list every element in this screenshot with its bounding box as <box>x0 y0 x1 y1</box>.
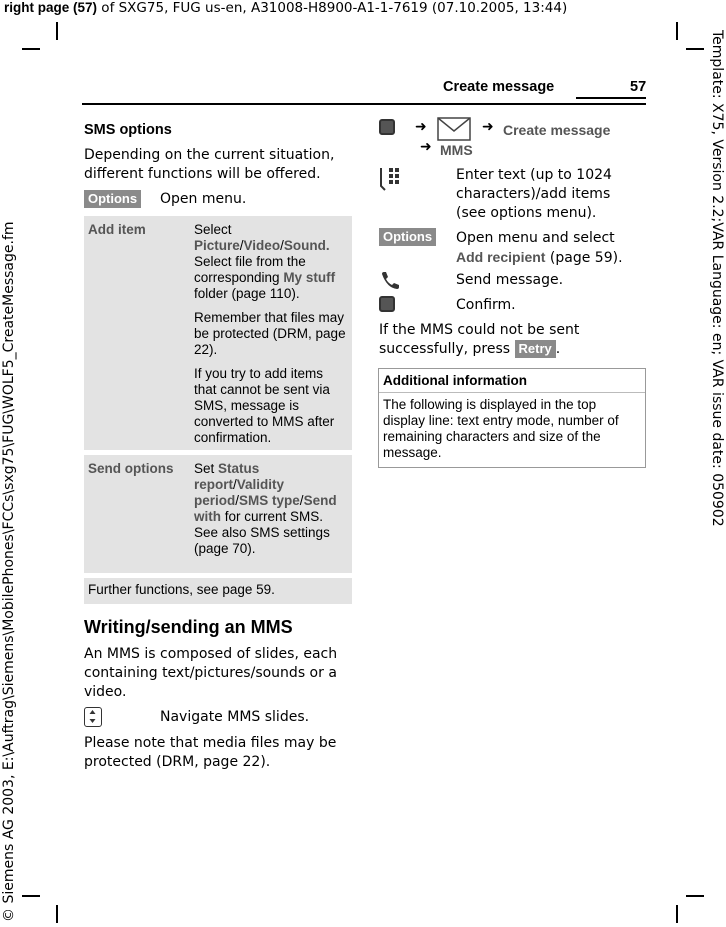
path-arrow-icon: ➜ <box>420 139 432 155</box>
side-template-info: Template: X75, Version 2.2;VAR Language: en; VAR issue date: 050902 <box>709 30 725 527</box>
sms-options-heading: SMS options <box>84 122 172 138</box>
crop-mark <box>676 22 678 40</box>
navigate-key-icon <box>84 707 102 727</box>
options-softkey-right[interactable]: Options <box>379 228 436 246</box>
crop-mark <box>22 895 40 897</box>
add-item-desc: Select Picture/Video/Sound. Select file from the corresponding My stuff folder (page 110). Remember that files may be protected (DRM, page 22). If you try to add items that cannot be sent via SMS, message is converted to MMS after confirmation. <box>194 216 352 450</box>
table-row <box>84 578 352 604</box>
mms-heading: Writing/sending an MMS <box>84 617 293 637</box>
sms-options-intro: Depending on the current situation, different functions will be offered. <box>84 147 335 182</box>
page-number: 57 <box>630 79 647 95</box>
crop-mark <box>22 48 40 50</box>
envelope-icon <box>437 117 471 145</box>
table-row <box>84 216 352 450</box>
send-options-desc: Set Status report/Validity period/SMS type/Send with for current SMS. See also SMS settings (page 70). <box>194 455 352 573</box>
sms-options-table <box>84 216 352 604</box>
production-header-page: right page (57) <box>4 0 98 15</box>
add-item-key: Add item <box>84 216 194 450</box>
table-row <box>84 455 352 573</box>
options-row <box>84 190 141 208</box>
send-options-key: Send options <box>84 455 194 573</box>
mms-drm-note: Please note that media files may be protected (DRM, page 22). <box>84 735 337 770</box>
additional-info-heading: Additional information <box>379 369 645 393</box>
options-action: Open menu. <box>160 191 247 207</box>
enter-text-desc: Enter text (up to 1024 characters)/add items (see options menu). <box>456 167 612 221</box>
header-rule <box>82 103 646 105</box>
confirm-key-icon <box>379 296 395 316</box>
production-header-info: of SXG75, FUG us-en, A31008-H8900-A1-1-7619 (07.10.2005, 13:44) <box>97 0 568 16</box>
path-create-message: Create message <box>503 122 611 138</box>
send-text: Send message. <box>456 272 564 288</box>
confirm-text: Confirm. <box>456 297 516 313</box>
add-item-mms-note: If you try to add items that cannot be sent via SMS, message is converted to MMS after confirmation. <box>194 366 335 445</box>
production-header <box>4 0 567 16</box>
keypad-icon <box>379 166 405 196</box>
retry-softkey[interactable]: Retry <box>515 340 556 358</box>
menu-key-icon <box>379 119 395 139</box>
up-down-arrows-icon <box>85 708 100 725</box>
side-file-path: © Siemens AG 2003, E:\Auftrag\Siemens\MobilePhones\FCCs\sxg75\FUG\WOLF5_CreateMessage.fm <box>1 221 17 922</box>
options-row-right <box>379 228 436 246</box>
additional-info-box <box>378 368 646 468</box>
options-softkey[interactable]: Options <box>84 190 141 208</box>
crop-mark <box>676 905 678 923</box>
crop-mark <box>56 905 58 923</box>
page-title: Create message <box>443 79 555 95</box>
path-arrow-icon: ➜ <box>482 119 494 135</box>
crop-mark <box>686 895 704 897</box>
navigate-text: Navigate MMS slides. <box>160 709 310 725</box>
path-arrow-icon: ➜ <box>415 119 427 135</box>
header-tab-rule <box>576 97 646 99</box>
mms-intro: An MMS is composed of slides, each containing text/pictures/sounds or a video. <box>84 646 338 700</box>
add-item-drm-note: Remember that files may be protected (DRM, page 22). <box>194 310 346 357</box>
additional-info-body: The following is displayed in the top display line: text entry mode, number of remaining characters and size of the message. <box>383 397 619 460</box>
call-key-icon <box>379 270 401 296</box>
path-mms: MMS <box>440 142 473 158</box>
further-functions: Further functions, see page 59. <box>84 578 352 604</box>
crop-mark <box>686 48 704 50</box>
crop-mark <box>56 22 58 40</box>
mms-fail-text: If the MMS could not be sent successfully, press Retry . <box>379 322 580 357</box>
options-desc-right: Open menu and select Add recipient (page 59). <box>456 230 623 266</box>
